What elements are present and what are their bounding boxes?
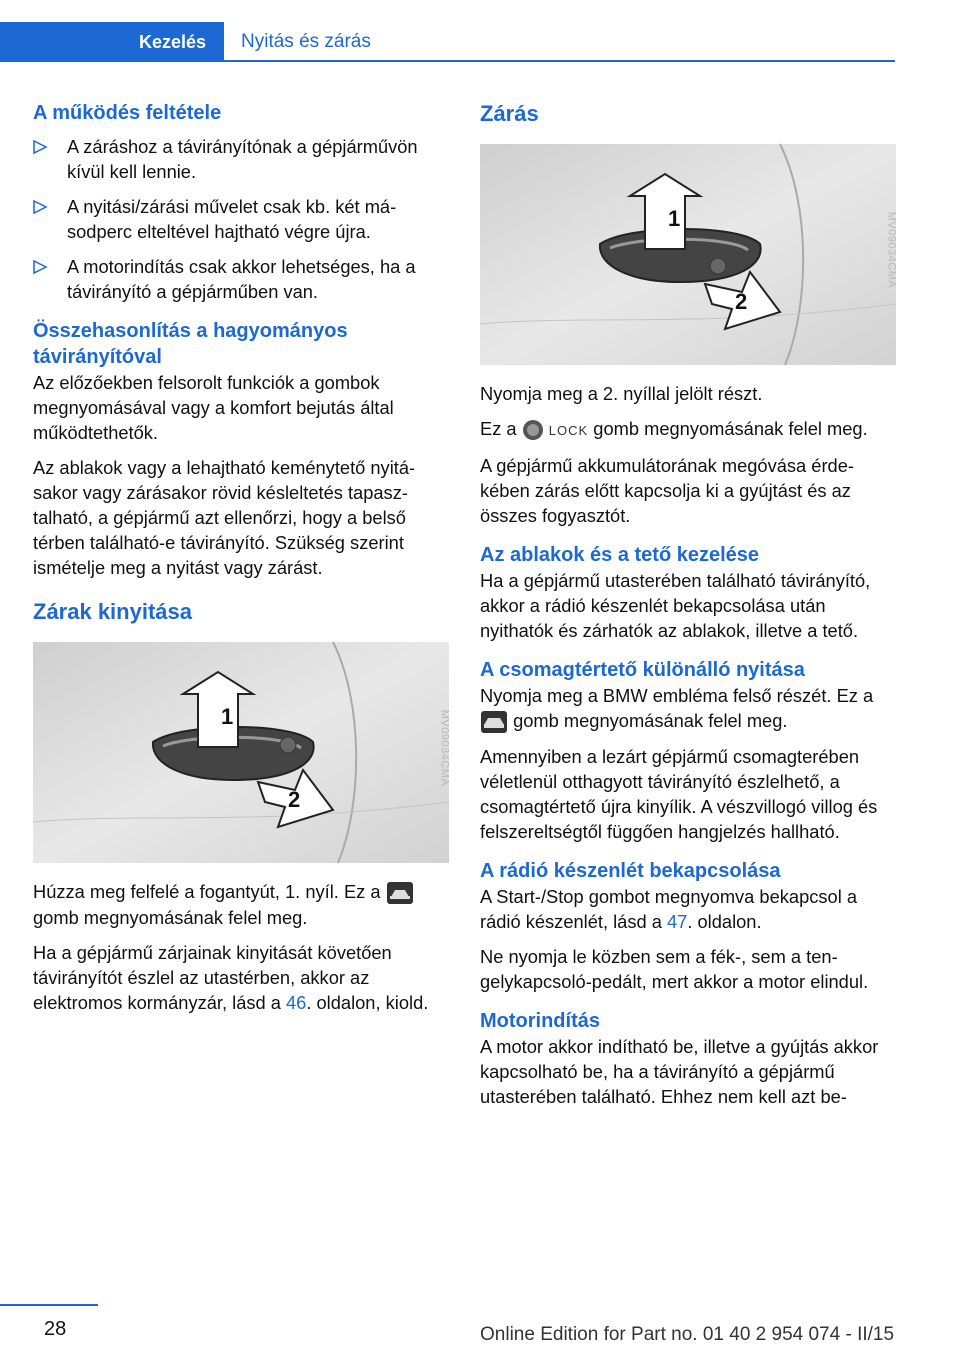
right-column xyxy=(480,100,896,1119)
page-link-47[interactable]: 47 xyxy=(667,911,688,933)
paragraph: Ha a gépjármű utasterében található távirányító, akkor a rádió készenlét bekapcsolása után nyithatók és zárhatók az ablakok, illetve a tető. xyxy=(480,570,871,641)
heading-zaras: Zárás xyxy=(480,101,539,126)
door-handle-lock-image xyxy=(480,144,896,365)
list-item-text: A nyitási/zárási művelet csak kb. két másodperc elteltével hajtható végre újra. xyxy=(67,196,397,242)
triangle-bullet-icon xyxy=(33,260,47,274)
list-item xyxy=(33,254,449,304)
heading-radio-keszenlet: A rádió készenlét bekapcsolása xyxy=(480,860,781,883)
paragraph-text: A Start-/Stop gombot megnyomva bekapcsol a rádió készenlét, lásd a xyxy=(480,886,857,933)
list-item xyxy=(33,134,449,184)
paragraph-text: gomb megnyomásának felel meg. xyxy=(513,710,788,731)
paragraph xyxy=(480,416,896,443)
paragraph xyxy=(480,884,896,934)
heading-mukodes-feltetele: A működés feltétele xyxy=(33,102,222,124)
lock-label: LOCK xyxy=(548,423,589,438)
paragraph: Amennyiben a lezárt gépjármű csomagterében véletlenül otthagyott távirányító észlelhető, a csomagtértető újra kinyílik. A vészvillogó villog és felszereltségtől függően hangjelzés hallható. xyxy=(480,746,878,843)
svg-text:1: 1 xyxy=(221,704,234,729)
key-fob-button-icon xyxy=(522,419,544,441)
image-code: MV09034CMA xyxy=(885,211,898,289)
paragraph-text: Ez a xyxy=(480,418,517,439)
heading-ablakok-teto: Az ablakok és a tető kezelése xyxy=(480,544,760,566)
heading-zarak-kinyitasa: Zárak kinyitása xyxy=(33,599,192,624)
tab-nyitas-es-zaras[interactable] xyxy=(241,22,371,62)
image-code: MV09034CMA xyxy=(438,709,451,787)
paragraph-text: Húzza meg felfelé a fogantyút, 1. nyíl. Ez a xyxy=(33,881,381,902)
edition-footer: Online Edition for Part no. 01 40 2 954 074 - II/15 xyxy=(480,1324,895,1345)
list-item-text: A motorindítás csak akkor lehetséges, ha a távirányító a gépjárműben van. xyxy=(67,256,416,302)
paragraph xyxy=(33,879,449,930)
paragraph-text: . oldalon, kiold. xyxy=(306,992,429,1014)
svg-text:2: 2 xyxy=(288,787,301,812)
car-unlock-icon xyxy=(386,881,414,905)
header-rule xyxy=(0,60,895,62)
list-item-text: A záráshoz a távirányítónak a gépjárművön kívül kell lennie. xyxy=(67,136,418,182)
left-column xyxy=(33,100,449,1025)
paragraph: Nyomja meg a 2. nyíllal jelölt részt. xyxy=(480,383,763,404)
paragraph-text: gomb megnyomásának felel meg. xyxy=(33,907,308,929)
heading-osszehasonlitas: Összehasonlítás a hagyományos távirányítóval xyxy=(33,320,348,368)
page-number: 28 xyxy=(44,1318,67,1340)
list-item xyxy=(33,194,449,244)
paragraph-text: Nyomja meg a BMW embléma felső részét. Ez a xyxy=(480,685,874,706)
page-link-46[interactable]: 46 xyxy=(286,992,307,1014)
tab-nyitas-label: Nyitás és zárás xyxy=(241,31,371,52)
paragraph-text: . oldalon. xyxy=(687,911,762,933)
svg-text:1: 1 xyxy=(668,206,681,231)
tab-kezeles-label: Kezelés xyxy=(138,31,206,52)
paragraph: Az ablakok vagy a lehajtható keménytető nyitásakor vagy zárásakor rövid késleltetés tapasztalható, a gépjármű azt ellenőrzi, hogy a belső térben található-e távirányító. Szükség szerint ismételje meg a nyitást vagy zárást. xyxy=(33,457,416,578)
paragraph: Ne nyomja le közben sem a fék-, sem a tengelykapcsoló-pedált, mert akkor a motor elindul. xyxy=(480,946,869,993)
paragraph: A gépjármű akkumulátorának megóvása érdekében zárás előtt kapcsolja ki a gyújtást és az összes fogyasztót. xyxy=(480,455,854,526)
paragraph: Az előzőekben felsorolt funkciók a gombok megnyomásával vagy a komfort bejutás által működtethetők. xyxy=(33,372,394,443)
triangle-bullet-icon xyxy=(33,200,47,214)
paragraph xyxy=(480,683,896,734)
heading-csomagterteto: A csomagtértető különálló nyitása xyxy=(480,659,805,681)
footer-rule xyxy=(0,1304,98,1306)
paragraph xyxy=(33,940,449,1015)
trunk-button-icon xyxy=(480,710,508,734)
paragraph-text: Ha a gépjármű zárjainak kinyitását követően távirányítót észlel az utastérben, akkor az elektromos kormányzár, lásd a xyxy=(33,942,392,1014)
paragraph: A motor akkor indítható be, illetve a gyújtás akkor kapcsolható be, ha a távirányító a gépjármű utasterében található. Ehhez nem kell azt be- xyxy=(480,1036,879,1108)
condition-list xyxy=(33,134,449,304)
svg-text:2: 2 xyxy=(735,289,748,314)
triangle-bullet-icon xyxy=(33,140,47,154)
paragraph-text: gomb megnyomásának felel meg. xyxy=(593,418,868,439)
tab-kezeles[interactable] xyxy=(0,22,224,62)
door-handle-unlock-image xyxy=(33,642,449,863)
heading-motorinditas: Motorindítás xyxy=(480,1010,600,1033)
